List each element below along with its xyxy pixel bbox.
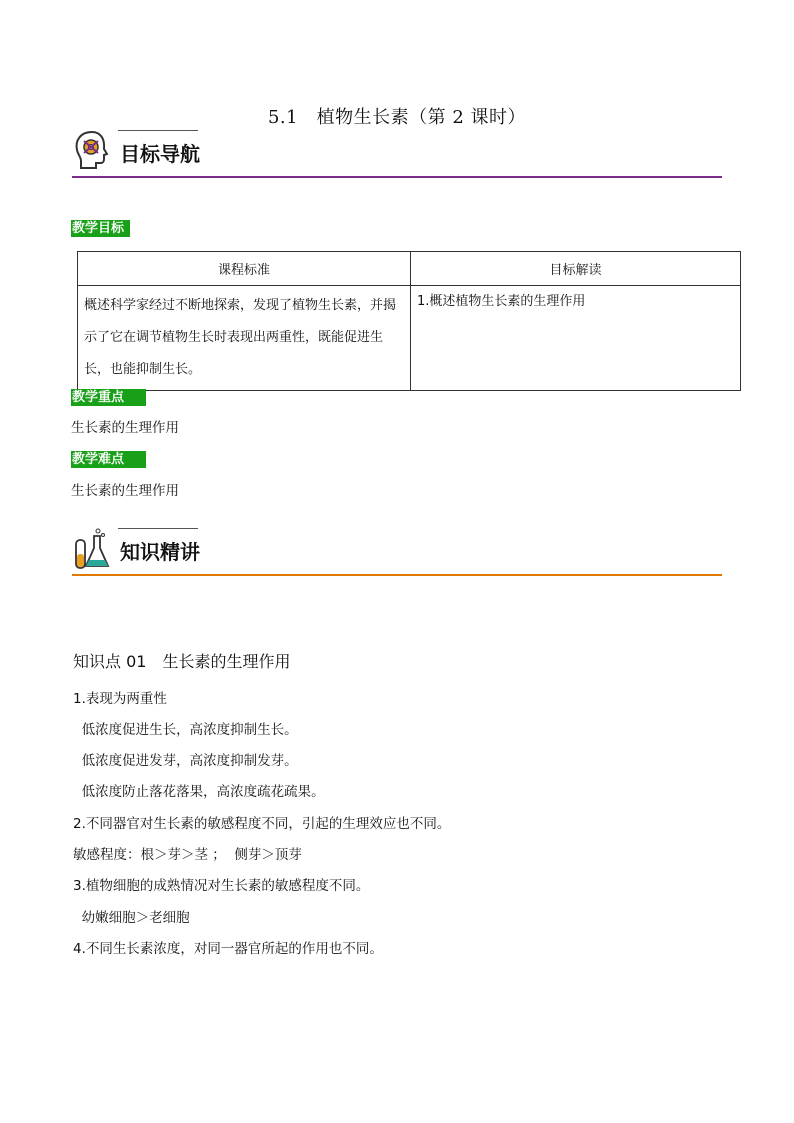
table-header-standard: 课程标准	[78, 252, 411, 286]
tag-teaching-goal: 教学目标	[71, 220, 130, 237]
knowledge-line: 2.不同器官对生长素的敏感程度不同，引起的生理效应也不同。	[73, 816, 451, 832]
section-header-goals	[72, 128, 722, 178]
knowledge-line: 3.植物细胞的成熟情况对生长素的敏感程度不同。	[73, 878, 370, 894]
section-rule	[72, 176, 722, 178]
table-header-interpretation: 目标解读	[411, 252, 741, 286]
knowledge-point-title: 知识点 01 生长素的生理作用	[73, 652, 291, 671]
document-title: 5.1 植物生长素（第 2 课时）	[267, 107, 527, 128]
knowledge-line: 低浓度促进生长，高浓度抑制生长。	[73, 722, 298, 738]
knowledge-line: 低浓度促进发芽，高浓度抑制发芽。	[73, 753, 298, 769]
section-label-goals: 目标导航	[120, 142, 200, 166]
tag-key-point: 教学重点	[71, 389, 146, 406]
table-cell-interpretation: 1.概述植物生长素的生理作用	[411, 286, 741, 391]
tag-difficulty: 教学难点	[71, 451, 146, 468]
lab-flask-icon	[72, 526, 112, 570]
knowledge-line: 敏感程度：根＞芽＞茎 ； 侧芽＞顶芽	[73, 847, 302, 863]
knowledge-line: 幼嫩细胞＞老细胞	[73, 910, 190, 926]
section-label-knowledge: 知识精讲	[120, 540, 200, 564]
table-cell-standard: 概述科学家经过不断地探索，发现了植物生长素，并揭示了它在调节植物生长时表现出两重性，既能促进生长，也能抑制生长。	[78, 286, 411, 391]
difficulty-text: 生长素的生理作用	[71, 483, 179, 499]
knowledge-line: 1.表现为两重性	[73, 691, 167, 707]
goal-table	[77, 251, 741, 391]
head-gear-icon	[72, 128, 112, 172]
knowledge-line: 4.不同生长素浓度，对同一器官所起的作用也不同。	[73, 941, 383, 957]
section-header-knowledge	[72, 526, 722, 576]
key-point-text: 生长素的生理作用	[71, 420, 179, 436]
knowledge-line: 低浓度防止落花落果，高浓度疏花疏果。	[73, 784, 325, 800]
section-rule	[72, 574, 722, 576]
